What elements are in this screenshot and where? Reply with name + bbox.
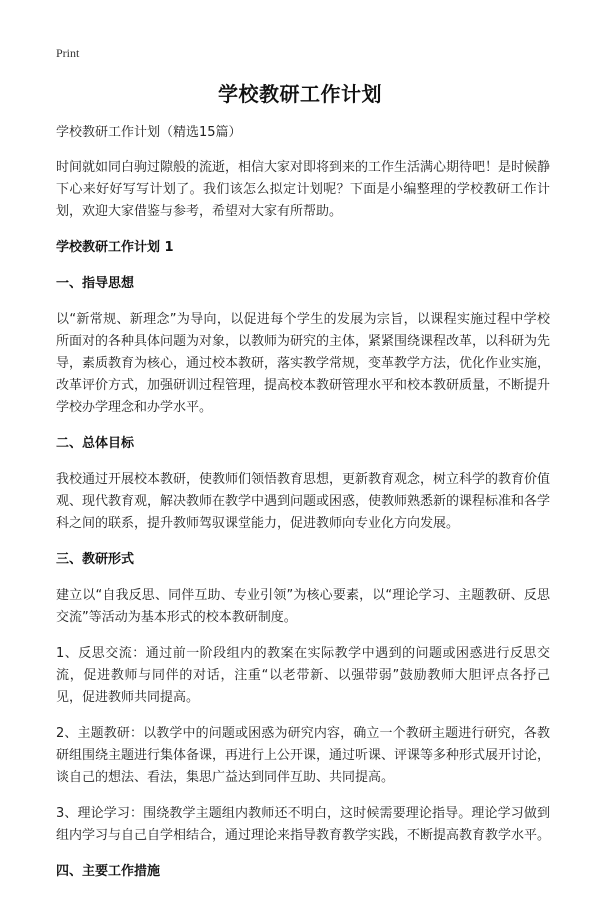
print-link[interactable]: Print xyxy=(56,46,80,60)
paragraph-overall-goal: 我校通过开展校本教研，使教师们领悟教育思想，更新教育观念，树立科学的教育价值观、现代教育观，解决教师在教学中遇到问题或困惑，使教师熟悉新的课程标准和各学科之间的联系，提升教师驾驭课堂能力，促进教师向专业化方向发展。 xyxy=(56,472,551,531)
paragraph-guiding-ideology: 以“新常规、新理念”为导向，以促进每个学生的发展为宗旨，以课程实施过程中学校所面对的各种具体问题为对象，以教师为研究的主体，紧紧围绕课程改革，以科研为先导，素质教育为核心，通过校本教研，落实教学常规，变革教学方法，优化作业实施，改革评价方式，加强研训过程管理，提高校本教研管理水平和校本教研质量，不断提升学校办学理念和办学水平。 xyxy=(56,312,551,415)
document-subtitle: 学校教研工作计划（精选15篇） xyxy=(56,125,242,140)
document-body xyxy=(56,122,550,897)
paragraph-reflection-exchange: 1、反思交流：通过前一阶段组内的教案在实际教学中遇到的问题或困惑进行反思交流，促进教师与同伴的对话，注重“以老带新、以强带弱”鼓励教师大胆评点各抒己见，促进教师共同提高。 xyxy=(56,646,550,705)
section-title: 学校教研工作计划 1 xyxy=(56,240,174,255)
paragraph-theory-study: 3、理论学习：围绕教学主题组内教师还不明白，这时候需要理论指导。理论学习做到组内学习与自己自学相结合，通过理论来指导教育教学实践，不断提高教育教学水平。 xyxy=(56,806,551,843)
heading-overall-goal: 二、总体目标 xyxy=(56,436,135,451)
heading-research-forms: 三、教研形式 xyxy=(56,552,135,567)
heading-main-measures: 四、主要工作措施 xyxy=(56,864,161,879)
paragraph-theme-research: 2、主题教研：以教学中的问题或困惑为研究内容，确立一个教研主题进行研究，各教研组围绕主题进行集体备课，再进行上公开课，通过听课、评课等多种形式展开讨论，谈自己的想法、看法，集思广益达到同伴互助、共同提高。 xyxy=(56,726,551,785)
heading-guiding-ideology: 一、指导思想 xyxy=(56,276,135,291)
intro-paragraph: 时间就如同白驹过隙般的流逝，相信大家对即将到来的工作生活满心期待吧！是时候静下心来好好写写计划了。我们该怎么拟定计划呢？下面是小编整理的学校教研工作计划，欢迎大家借鉴与参考，希望对大家有所帮助。 xyxy=(56,160,551,219)
document-title: 学校教研工作计划 xyxy=(218,82,382,106)
paragraph-research-forms: 建立以“自我反思、同伴互助、专业引领”为核心要素，以“理论学习、主题教研、反思交流”等活动为基本形式的校本教研制度。 xyxy=(56,588,550,625)
